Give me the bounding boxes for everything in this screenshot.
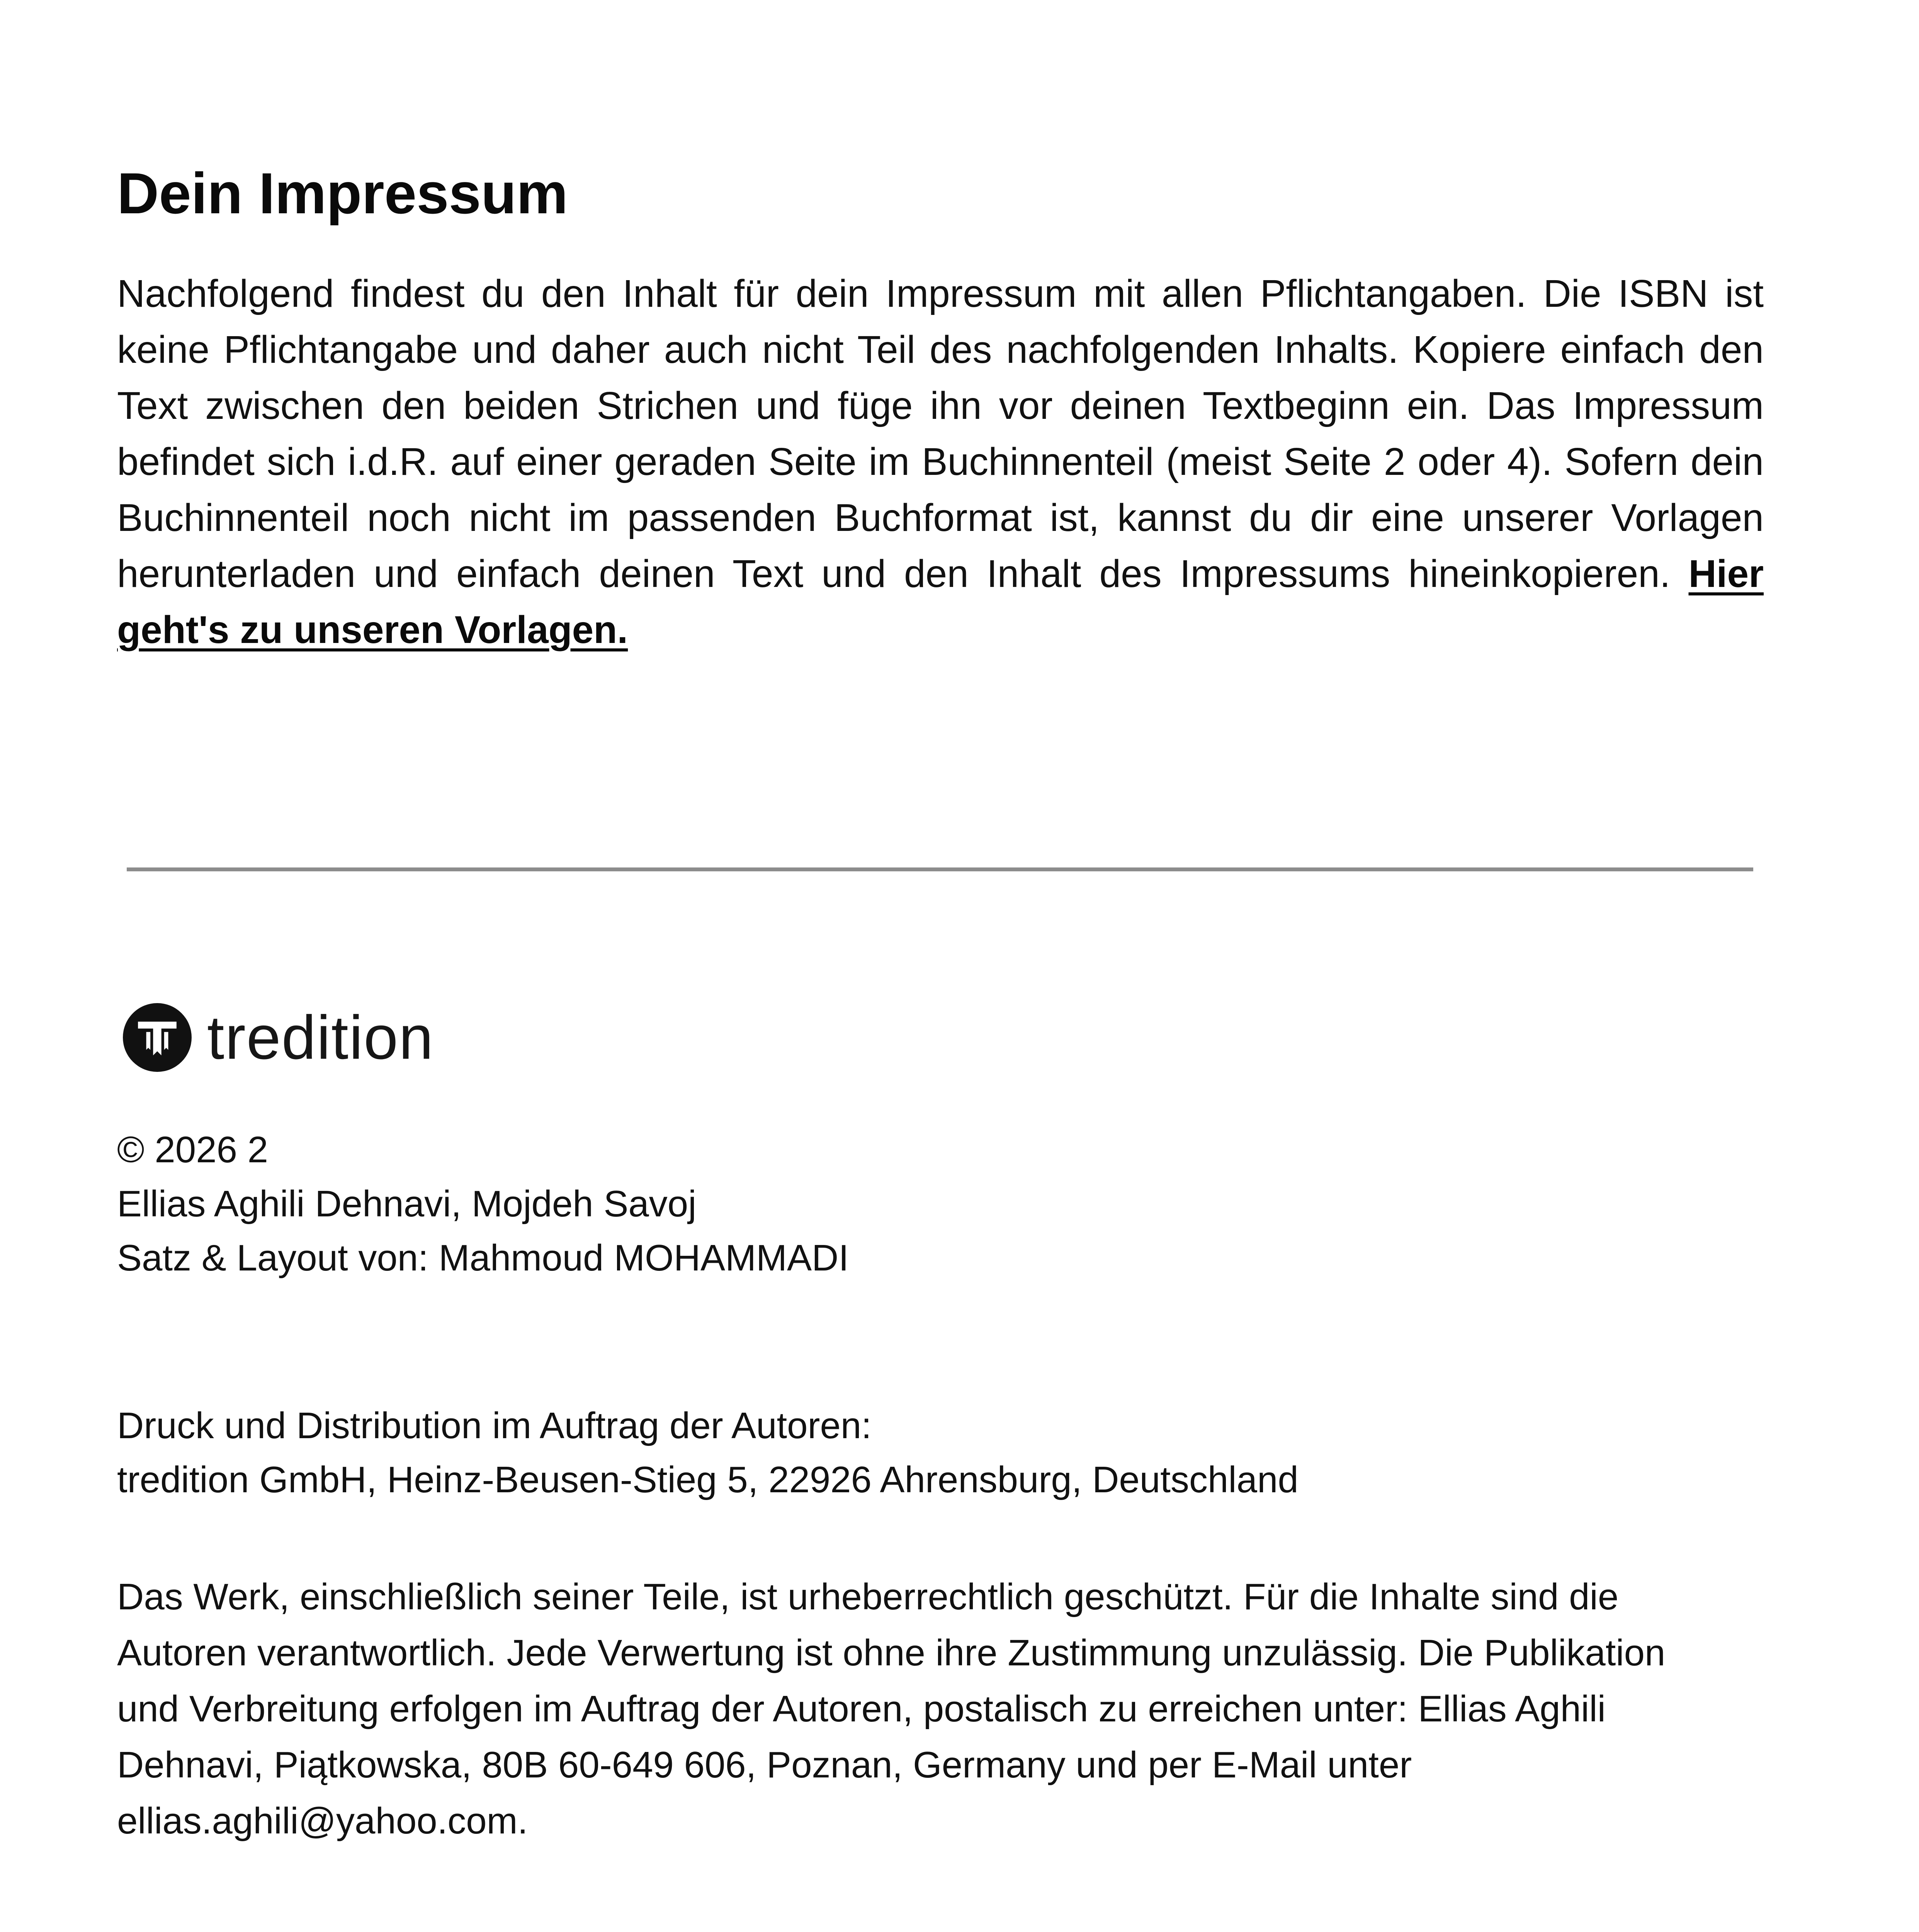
distribution-heading: Druck und Distribution im Auftrag der Autoren: [117,1405,872,1446]
distribution-block [117,1399,1299,1507]
tredition-logo [123,1003,434,1072]
intro-paragraph [117,266,1764,658]
legal-line: Autoren verantwortlich. Jede Verwertung ist ohne ihre Zustimmung unzulässig. Die Publikation [117,1632,1666,1673]
top-divider [127,867,1753,871]
legal-line: und Verbreitung erfolgen im Auftrag der Autoren, postalisch zu erreichen unter: Ellias Aghili [117,1688,1606,1730]
legal-line: Dehnavi, Piątkowska, 80B 60-649 606, Poznan, Germany und per E-Mail unter [117,1744,1412,1786]
contact-email: ellias.aghili@yahoo.com. [117,1800,528,1842]
authors-line: Ellias Aghili Dehnavi, Mojdeh Savoj [117,1183,697,1225]
layout-credit-line: Satz & Layout von: Mahmoud MOHAMMADI [117,1237,849,1279]
legal-notice [117,1569,1778,1849]
templates-link[interactable]: Hier geht's zu unseren Vorlagen. [117,552,1764,651]
copyright-line: © 2026 2 [117,1129,269,1170]
logo-wordmark: tredition [207,1003,434,1072]
intro-text: Nachfolgend findest du den Inhalt für dein Impressum mit allen Pflichtangaben. Die ISBN ist keine Pflichtangabe und daher auch nicht Teil des nachfolgenden Inhalts. Kopiere einfach den Text zwischen den beiden Strichen und füge ihn vor deinen Textbeginn ein. Das Impressum befindet sich i.d.R. auf einer geraden Seite im Buchinnenteil (meist Seite 2 oder 4). Sofern dein Buchinnenteil noch nicht im passenden Buchformat ist, kannst du dir eine unserer Vorlagen herunterladen und einfach deinen Text und den Inhalt des Impressums hineinkopieren. [117,272,1764,595]
publisher-address: tredition GmbH, Heinz-Beusen-Stieg 5, 22926 Ahrensburg, Deutschland [117,1459,1299,1500]
copyright-block [117,1123,849,1285]
legal-line: Das Werk, einschließlich seiner Teile, ist urheberrechtlich geschützt. Für die Inhalte sind die [117,1576,1619,1617]
tredition-logo-icon [123,1003,192,1072]
page-title: Dein Impressum [117,161,568,226]
